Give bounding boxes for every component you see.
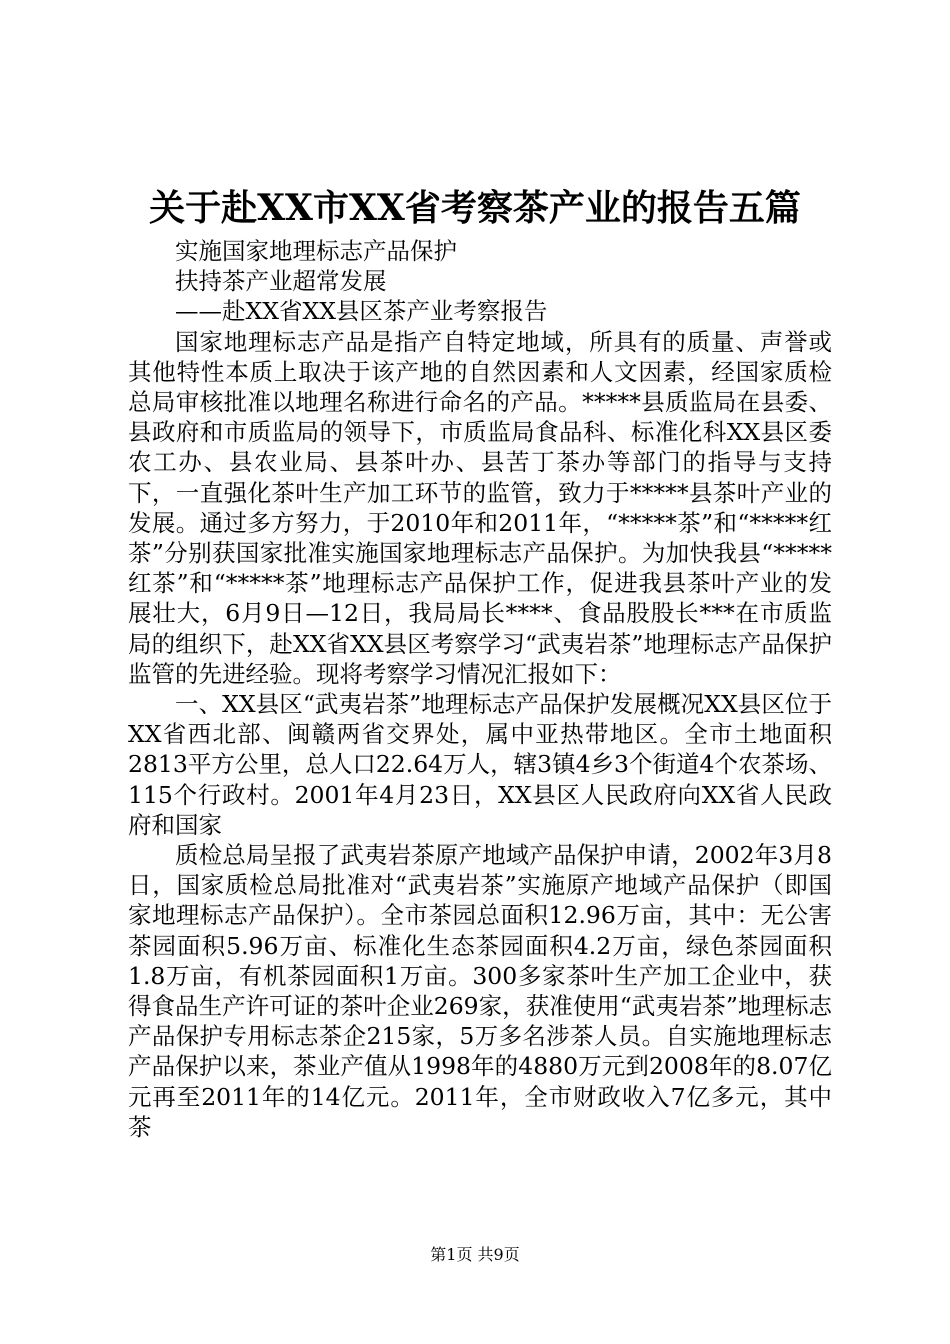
subheading-1: 实施国家地理标志产品保护: [175, 237, 457, 265]
paragraph-overview: 一、XX县区“武夷岩茶”地理标志产品保护发展概况XX县区位于XX省西北部、闽赣两省交界处，属中亚热带地区。全市土地面积2813平方公里，总人口22.64万人，辖3镇4乡3个街道4个农茶场、115个行政村。2001年4月23日，XX县区人民政府向XX省人民政府和国家: [128, 690, 832, 839]
paragraph-intro: 国家地理标志产品是指产自特定地域，所具有的质量、声誉或其他特性本质上取决于该产地的自然因素和人文因素，经国家质检总局审核批准以地理名称进行命名的产品。*****县质监局在县委、县政府和市质监局的领导下，市质监局食品科、标准化科XX县区委农工办、县农业局、县茶叶办、县苦丁茶办等部门的指导与支持下，一直强化茶叶生产加工环节的监管，致力于*****县茶叶产业的发展。通过多方努力，于2010年和2011年，“*****茶”和“*****红茶”分别获国家批准实施国家地理标志产品保护。为加快我县“*****红茶”和“*****茶”地理标志产品保护工作，促进我县茶叶产业的发展壮大，6月9日—12日，我局局长****、食品股股长***在市质监局的组织下，赴XX省XX县区考察学习“武夷岩茶”地理标志产品保护监管的先进经验。现将考察学习情况汇报如下：: [128, 327, 832, 688]
subheading-2: 扶持茶产业超常发展: [175, 267, 387, 296]
document-body: [128, 236, 832, 1142]
document-title: 关于赴XX市XX省考察茶产业的报告五篇: [149, 187, 801, 229]
page-number: 第1页 共9页: [430, 1245, 520, 1264]
paragraph-details: 质检总局呈报了武夷岩茶原产地域产品保护申请，2002年3月8日，国家质检总局批准对“武夷岩茶”实施原产地域产品保护（即国家地理标志产品保护）。全市茶园总面积12.96万亩，其中：无公害茶园面积5.96万亩、标准化生态茶园面积4.2万亩，绿色茶园面积1.8万亩，有机茶园面积1万亩。300多家茶叶生产加工企业中，获得食品生产许可证的茶叶企业269家，获准使用“武夷岩茶”地理标志产品保护专用标志茶企215家，5万多名涉茶人员。自实施地理标志产品保护以来，茶业产值从1998年的4880万元到2008年的8.07亿元再至2011年的14亿元。2011年，全市财政收入7亿多元，其中茶: [128, 841, 832, 1141]
subheading-3: ——赴XX省XX县区茶产业考察报告: [175, 297, 548, 326]
